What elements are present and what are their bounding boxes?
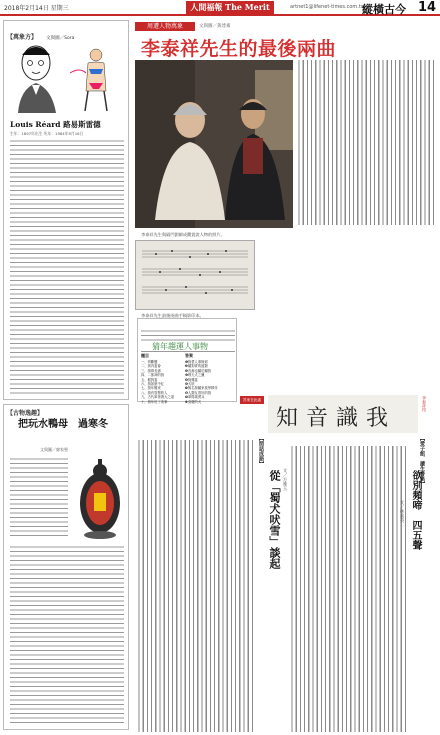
column-tag: 【萬象方】 [7,34,38,41]
quiz-answer: ❷屬狗實的盛類 [185,364,208,369]
page-header [0,0,440,25]
duck-kettle-photo [74,451,126,543]
quiz-title: 猜年趨運人事物 [152,342,208,351]
quiz-question: 五、猴狗宴 [141,377,158,382]
quiz-question: 八、狗有智慧的人 [141,390,168,395]
quiz-table [141,351,235,404]
quiz-answer: ❾軍隊義勇兵 [185,395,205,400]
page-number: 14 [418,0,437,15]
quiz-box [137,318,237,402]
quiz-question: 七、狗年搬家 [141,386,161,391]
manuscript-photo [135,240,255,310]
museum-tag: 【古物逸趣】 [7,410,44,417]
main-column-label: 周遭人物萬象 [135,22,195,31]
portrait-illustration [10,37,65,113]
quiz-question: 二、狗肉宴會 [141,364,161,369]
newspaper-logo: 人間福報 The Merit Times [186,1,274,14]
bottom-article-2-body [290,446,408,732]
calligraphy-text: 知音識我 [276,406,397,431]
main-author: 文與圖／黃達素 [199,24,231,29]
museum-article-body-top [10,457,68,537]
quiz-answer: ❺狗雞宴 [185,377,198,382]
quiz-intro [141,329,235,341]
quiz-question: 十、狗年旺丁喜事 [141,399,168,404]
main-feature [133,20,438,318]
quiz-question: 九、古代軍者養大之道 [141,395,174,400]
bottom-article-2-author: 文／林素英 [399,500,404,523]
bottom-article-2-tag: 【愛子館．讀生書集】 [419,436,425,486]
bottom-article-2-title: 欲別頻啼 四五聲 [410,470,421,550]
quiz-answer: ❸長壽也屬於屬狗 [185,368,212,373]
issue-date: 2018年2月14日 星期三 [4,5,69,12]
calligraphy-artwork [268,395,418,433]
left-column-box [3,20,129,400]
quiz-question-header: 題目 [141,353,149,358]
column-author: 文與圖／Sora [46,36,75,41]
section-title: 縱橫古今 [362,3,406,16]
left-headline: Louis Réard 路易斯雷德 [10,120,101,129]
museum-author: 文與圖／廖家聖 [40,447,68,452]
quiz-question: 六、狗如狼中紅 [141,382,165,387]
museum-article-box [3,404,129,730]
museum-article-body [10,545,124,725]
calligraphy-seal: 李泰祥印 [422,396,427,412]
quiz-answer-list [185,360,235,404]
contact-email: artnet1@lifenet-times.com.tw [290,4,365,10]
quiz-question-list [141,360,185,404]
quiz-question: 四、二郎神的狗 [141,373,165,378]
manuscript-caption: 李泰祥先生最後兩曲手稿影印本。 [141,313,204,318]
bottom-article-1-tag: 【閒話成語】 [258,436,264,466]
main-article-body [297,60,435,225]
main-photo [135,60,293,228]
quiz-answer: ❽人類友善好的狗 [185,390,212,395]
main-photo-caption: 李泰祥先生與隔門劉師成觀賞說人物的照片。 [141,232,225,237]
bikini-illustration [70,43,126,113]
quiz-answer: ❿喜慶的犬 [185,399,202,404]
bottom-article-1-body [137,440,255,732]
quiz-answer-header: 答案 [185,353,193,358]
left-article-body [10,139,124,395]
museum-headline: 把玩水鴨母 過寒冬 [18,419,108,430]
quiz-answer-box: 答案在此處 [240,396,264,404]
main-headline: 李泰祥先生的最後兩曲 [141,38,337,60]
quiz-answer: ❻犬吠 [185,382,195,387]
quiz-question: 一、判斷題 [141,360,158,364]
quiz-question: 三、狗鼻長壽 [141,368,161,373]
left-byline: 生年：1897年出生 死年：1984年9月16日 [10,131,84,136]
quiz-answer: ❶狗愛人事無邪 [185,360,208,364]
bottom-article-1-title: 從「蜀犬吠雪」談起 [268,470,281,569]
bottom-article-1-author: 文／方雅玉 [282,468,287,491]
quiz-answer: ❹哮天犬之獵 [185,373,205,378]
quiz-answer: ❼無名狗屬家族學夥伴 [185,386,218,391]
